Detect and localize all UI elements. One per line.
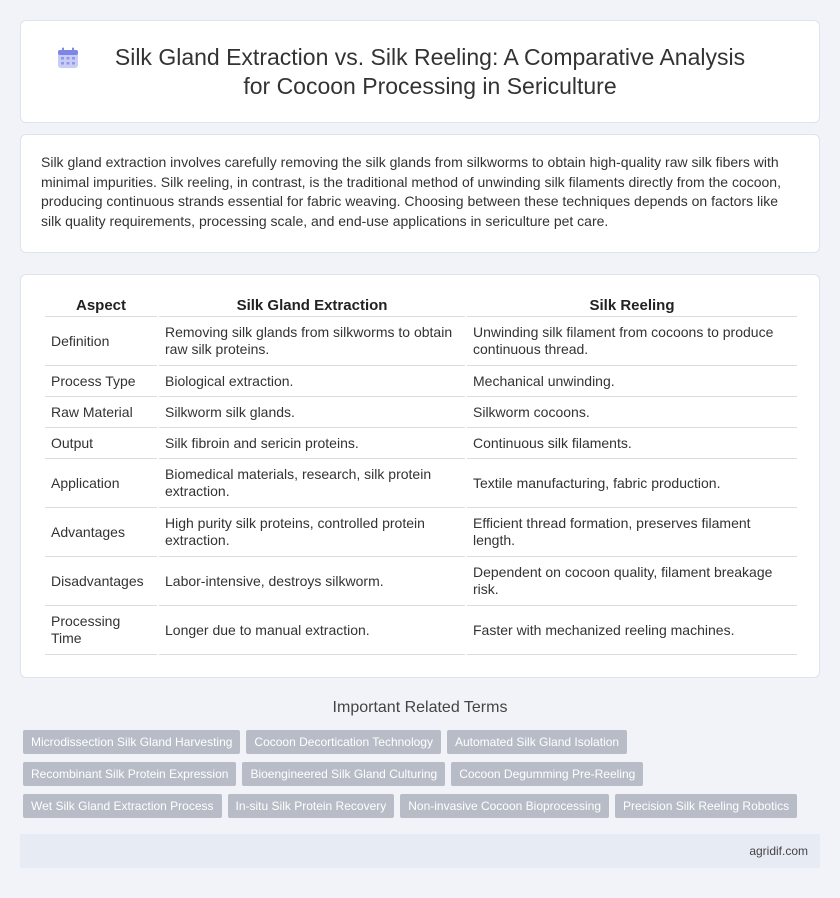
- table-row: [45, 397, 797, 428]
- intro-paragraph: Silk gland extraction involves carefully removing the silk glands from silkworms to obtain high-quality raw silk fibers with minimal impurities. Silk reeling, in contrast, is the traditional method of unwinding silk filaments directly from the cocoon, producing continuous strands essential for fabric weaving. Choosing between these techniques depends on factors like silk quality requirements, processing scale, and end-use applications in sericulture pet care.: [41, 154, 781, 229]
- aspect-cell: Processing Time: [45, 606, 157, 655]
- title-card: [20, 20, 820, 123]
- table-row: [45, 428, 797, 459]
- extraction-cell: Silk fibroin and sericin proteins.: [159, 428, 465, 459]
- tag-row: [23, 730, 823, 754]
- related-term-tag[interactable]: Cocoon Decortication Technology: [246, 730, 441, 754]
- reeling-cell: Unwinding silk filament from cocoons to produce continuous thread.: [467, 317, 797, 366]
- extraction-cell: Removing silk glands from silkworms to obtain raw silk proteins.: [159, 317, 465, 366]
- table-row: [45, 508, 797, 557]
- table-row: [45, 459, 797, 508]
- extraction-cell: High purity silk proteins, controlled protein extraction.: [159, 508, 465, 557]
- tag-row: [23, 794, 823, 818]
- related-term-tag[interactable]: Recombinant Silk Protein Expression: [23, 762, 236, 786]
- header-aspect: Aspect: [45, 295, 157, 317]
- reeling-cell: Textile manufacturing, fabric production.: [467, 459, 797, 508]
- tag-row: [23, 762, 823, 786]
- extraction-cell: Biological extraction.: [159, 366, 465, 397]
- reeling-cell: Continuous silk filaments.: [467, 428, 797, 459]
- related-term-tag[interactable]: Cocoon Degumming Pre-Reeling: [451, 762, 643, 786]
- aspect-cell: Advantages: [45, 508, 157, 557]
- related-terms-title: Important Related Terms: [332, 699, 508, 716]
- extraction-cell: Labor-intensive, destroys silkworm.: [159, 557, 465, 606]
- aspect-cell: Definition: [45, 317, 157, 366]
- aspect-cell: Output: [45, 428, 157, 459]
- header-silk-gland-extraction: Silk Gland Extraction: [159, 295, 465, 317]
- extraction-cell: Longer due to manual extraction.: [159, 606, 465, 655]
- reeling-cell: Faster with mechanized reeling machines.: [467, 606, 797, 655]
- related-term-tag[interactable]: In-situ Silk Protein Recovery: [228, 794, 395, 818]
- page-title: Silk Gland Extraction vs. Silk Reeling: A Comparative Analysis for Cocoon Processing in Sericulture: [114, 43, 746, 99]
- reeling-cell: Dependent on cocoon quality, filament breakage risk.: [467, 557, 797, 606]
- comparison-table-card: [20, 274, 820, 678]
- aspect-cell: Application: [45, 459, 157, 508]
- reeling-cell: Silkworm cocoons.: [467, 397, 797, 428]
- table-row: [45, 557, 797, 606]
- reeling-cell: Efficient thread formation, preserves filament length.: [467, 508, 797, 557]
- related-term-tag[interactable]: Wet Silk Gland Extraction Process: [23, 794, 222, 818]
- related-term-tag[interactable]: Automated Silk Gland Isolation: [447, 730, 627, 754]
- related-term-tag[interactable]: Precision Silk Reeling Robotics: [615, 794, 797, 818]
- aspect-cell: Raw Material: [45, 397, 157, 428]
- footer: [20, 834, 820, 868]
- reeling-cell: Mechanical unwinding.: [467, 366, 797, 397]
- footer-source[interactable]: agridif.com: [749, 844, 808, 858]
- extraction-cell: Silkworm silk glands.: [159, 397, 465, 428]
- header-silk-reeling: Silk Reeling: [467, 295, 797, 317]
- aspect-cell: Disadvantages: [45, 557, 157, 606]
- extraction-cell: Biomedical materials, research, silk protein extraction.: [159, 459, 465, 508]
- related-term-tag[interactable]: Non-invasive Cocoon Bioprocessing: [400, 794, 609, 818]
- intro-card: [20, 134, 820, 253]
- table-row: [45, 606, 797, 655]
- table-header-row: [45, 295, 797, 317]
- table-row: [45, 317, 797, 366]
- related-term-tag[interactable]: Bioengineered Silk Gland Culturing: [242, 762, 445, 786]
- related-term-tag[interactable]: Microdissection Silk Gland Harvesting: [23, 730, 240, 754]
- related-terms-list: [23, 730, 823, 826]
- aspect-cell: Process Type: [45, 366, 157, 397]
- comparison-table: [43, 295, 799, 655]
- table-row: [45, 366, 797, 397]
